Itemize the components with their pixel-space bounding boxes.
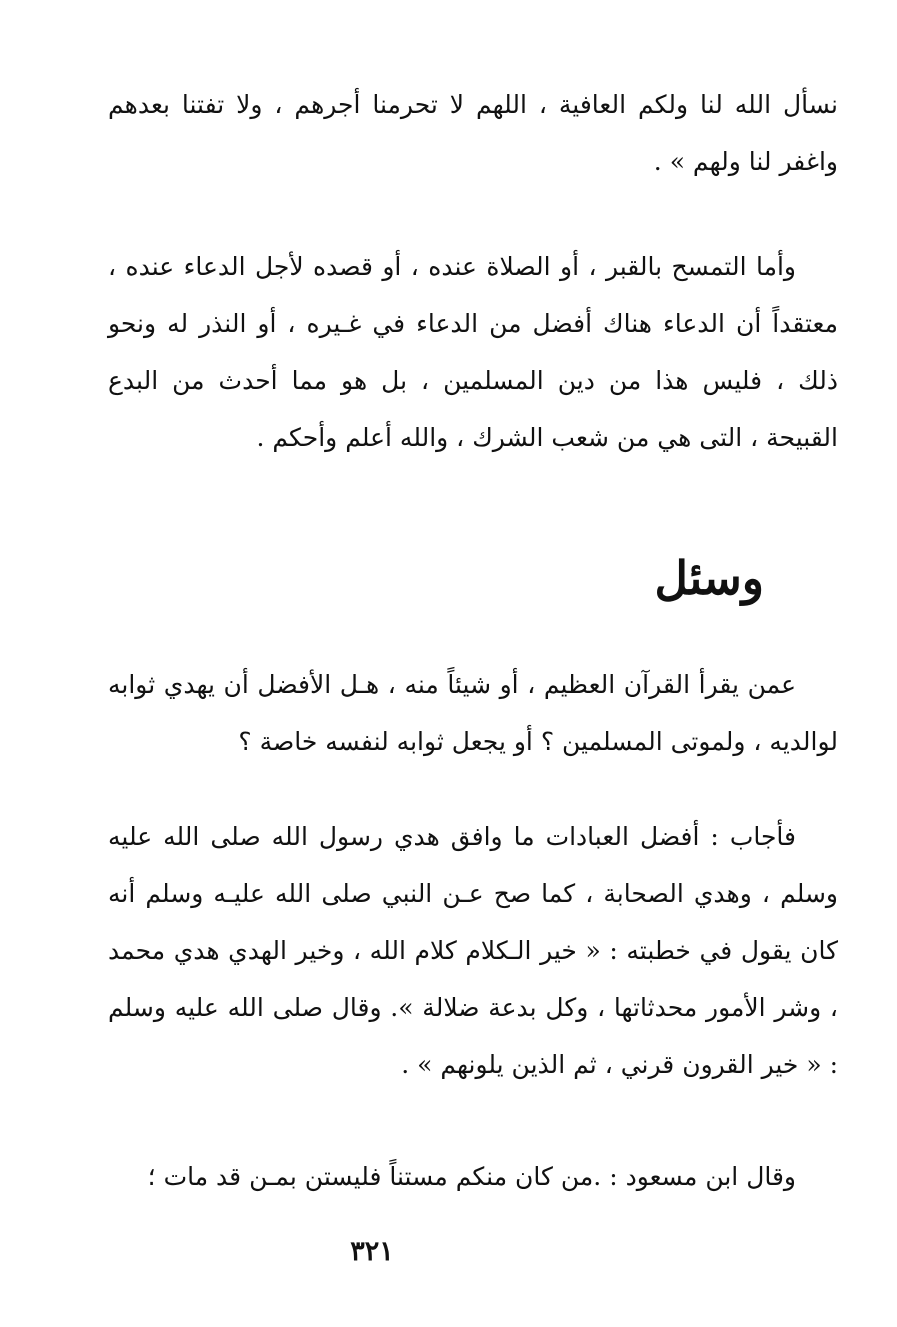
- document-page: [108, 0, 838, 1327]
- paragraph-answer: فأجاب : أفضل العبادات ما وافق هدي رسول الله صلى الله عليه وسلم ، وهدي الصحابة ، كما صح عـن النبي صلى الله عليـه وسلم أنه كان يقول في خطبته : « خير الـكلام كلام الله ، وخير الهدي هدي محمد ، وشر الأمور محدثاتها ، وكل بدعة ضلالة ». وقال صلى الله عليه وسلم : « خير القرون قرني ، ثم الذين يلونهم » .: [108, 822, 838, 1079]
- page-number: ٣٢١: [350, 1236, 394, 1267]
- paragraph-grave-practices: وأما التمسح بالقبر ، أو الصلاة عنده ، أو قصده لأجل الدعاء عنده ، معتقداً أن الدعاء هناك أفضل من الدعاء في غـيره ، أو النذر له ونحو ذلك ، فليس هذا من دين المسلمين ، بل هو مما أحدث من البدع القبيحة ، التى هي من شعب الشرك ، والله أعلم وأحكم .: [108, 252, 838, 452]
- paragraph-closing-dua: نسأل الله لنا ولكم العافية ، اللهم لا تحرمنا أجرهم ، ولا تفتنا بعدهم واغفر لنا ولهم » .: [108, 90, 838, 176]
- section-heading: وسئل: [654, 551, 764, 605]
- paragraph-ibn-masud: وقال ابن مسعود : .من كان منكم مستناً فليستن بمـن قد مات ؛: [147, 1162, 796, 1191]
- paragraph-question: عمن يقرأ القرآن العظيم ، أو شيئاً منه ، هـل الأفضل أن يهدي ثوابه لوالديه ، ولموتى المسلمين ؟ أو يجعل ثوابه لنفسه خاصة ؟: [108, 670, 838, 756]
